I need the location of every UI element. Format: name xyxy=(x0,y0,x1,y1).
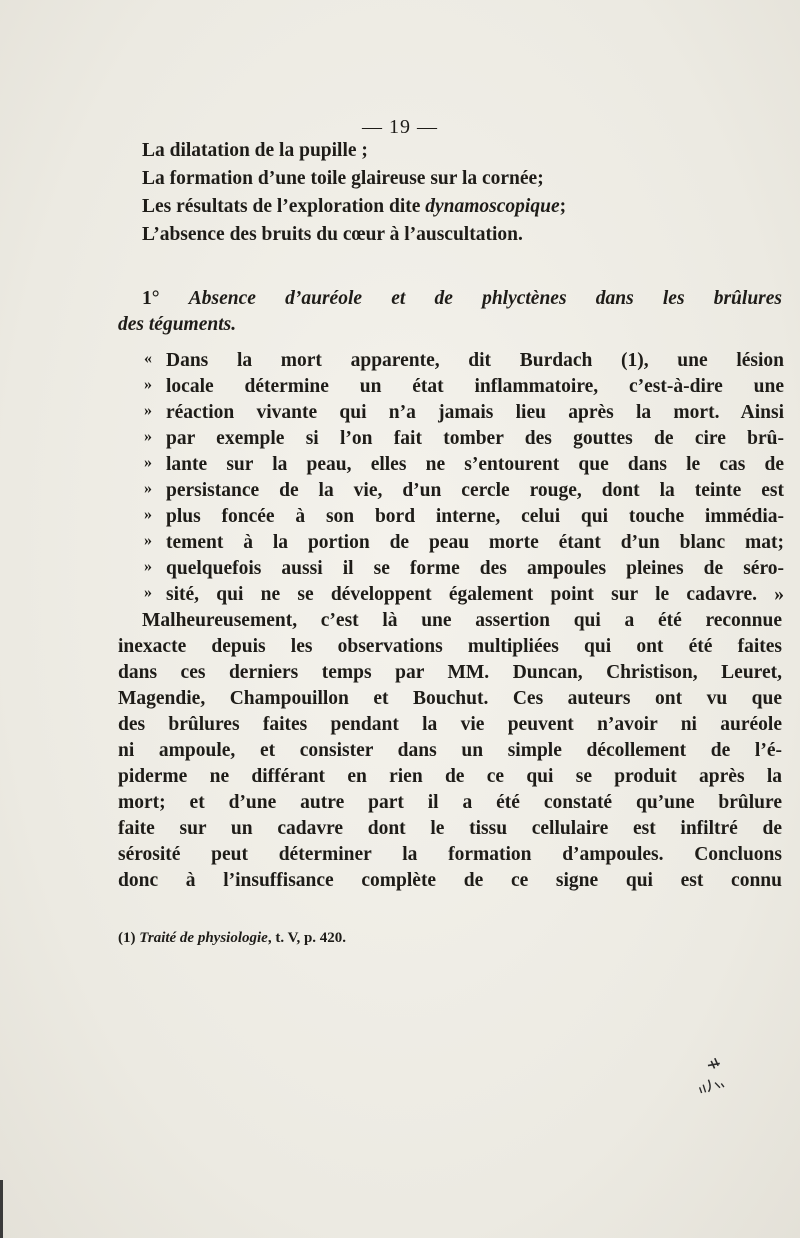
paragraph-line: dans ces derniers temps par MM. Duncan, Christison, Leuret, xyxy=(118,662,782,683)
list-item-italic: dynamoscopique xyxy=(425,196,560,217)
quote-line: réaction vivante qui n’a jamais lieu après la mort. Ainsi xyxy=(166,402,784,423)
list-item: La dilatation de la pupille ; xyxy=(142,140,368,161)
quote-line: plus foncée à son bord interne, celui qui touche immédia- xyxy=(166,506,784,527)
paragraph-line: donc à l’insuffisance complète de ce signe qui est connu xyxy=(118,870,782,891)
marginal-scribble-icon xyxy=(688,1052,734,1098)
footnote-number: (1) xyxy=(118,930,136,946)
footnote-title: Traité de physiologie xyxy=(139,930,268,946)
quote-line: lante sur la peau, elles ne s’entourent que dans le cas de xyxy=(166,454,784,475)
paragraph-line: des brûlures faites pendant la vie peuvent n’avoir ni auréole xyxy=(118,714,782,735)
quote-continuation-mark: » xyxy=(144,376,152,393)
quote-open-mark: « xyxy=(144,350,152,367)
footnote xyxy=(118,930,346,947)
quote-line: tement à la portion de peau morte étant d’un blanc mat; xyxy=(166,532,784,553)
list-item-text: Les résultats de l’exploration dite xyxy=(142,196,426,217)
quote-continuation-mark: » xyxy=(144,506,152,523)
quote-continuation-mark: » xyxy=(144,480,152,497)
quote-line: locale détermine un état inflammatoire, c’est-à-dire une xyxy=(166,376,784,397)
scan-edge-shadow xyxy=(0,1180,3,1238)
quote-line: par exemple si l’on fait tomber des gouttes de cire brû- xyxy=(166,428,784,449)
page-number: — 19 — xyxy=(362,116,438,138)
section-number: 1° xyxy=(142,288,160,309)
list-item-end: ; xyxy=(559,196,567,217)
quote-line: persistance de la vie, d’un cercle rouge, dont la teinte est xyxy=(166,480,784,501)
section-title: Absence d’auréole et de phlyctènes dans les brûlures xyxy=(188,288,783,309)
quote-continuation-mark: » xyxy=(144,584,152,601)
paragraph-line: piderme ne différant en rien de ce qui se produit après la xyxy=(118,766,782,787)
list-item xyxy=(142,194,566,220)
paragraph-line: Malheureusement, c’est là une assertion qui a été reconnue xyxy=(142,610,782,631)
paragraph-line: mort; et d’une autre part il a été constaté qu’une brûlure xyxy=(118,792,782,813)
list-item: La formation d’une toile glaireuse sur la cornée; xyxy=(142,168,544,189)
paragraph-line: ni ampoule, et consister dans un simple décollement de l’é- xyxy=(118,740,782,761)
quote-continuation-mark: » xyxy=(144,402,152,419)
list-item: L’absence des bruits du cœur à l’auscultation. xyxy=(142,224,523,245)
quote-continuation-mark: » xyxy=(144,558,152,575)
section-heading-line-2 xyxy=(118,312,236,338)
quote-continuation-mark: » xyxy=(144,428,152,445)
paragraph-line: Magendie, Champouillon et Bouchut. Ces auteurs ont vu que xyxy=(118,688,782,709)
paragraph-line: inexacte depuis les observations multipliées qui ont été faites xyxy=(118,636,782,657)
quote-continuation-mark: » xyxy=(144,532,152,549)
quote-line: quelquefois aussi il se forme des ampoules pleines de séro- xyxy=(166,558,784,579)
quote-continuation-mark: » xyxy=(144,454,152,471)
paragraph-line: faite sur un cadavre dont le tissu cellulaire est infiltré de xyxy=(118,818,782,839)
section-heading-line xyxy=(142,286,782,312)
section-title-cont: des téguments. xyxy=(118,314,237,335)
quote-line: sité, qui ne se développent également point sur le cadavre. » xyxy=(166,584,784,605)
handwritten-marginal-mark xyxy=(688,1052,735,1102)
quote-line: Dans la mort apparente, dit Burdach (1), une lésion xyxy=(166,350,784,371)
footnote-reference: , t. V, p. 420. xyxy=(267,930,347,946)
paragraph-line: sérosité peut déterminer la formation d’ampoules. Concluons xyxy=(118,844,782,865)
